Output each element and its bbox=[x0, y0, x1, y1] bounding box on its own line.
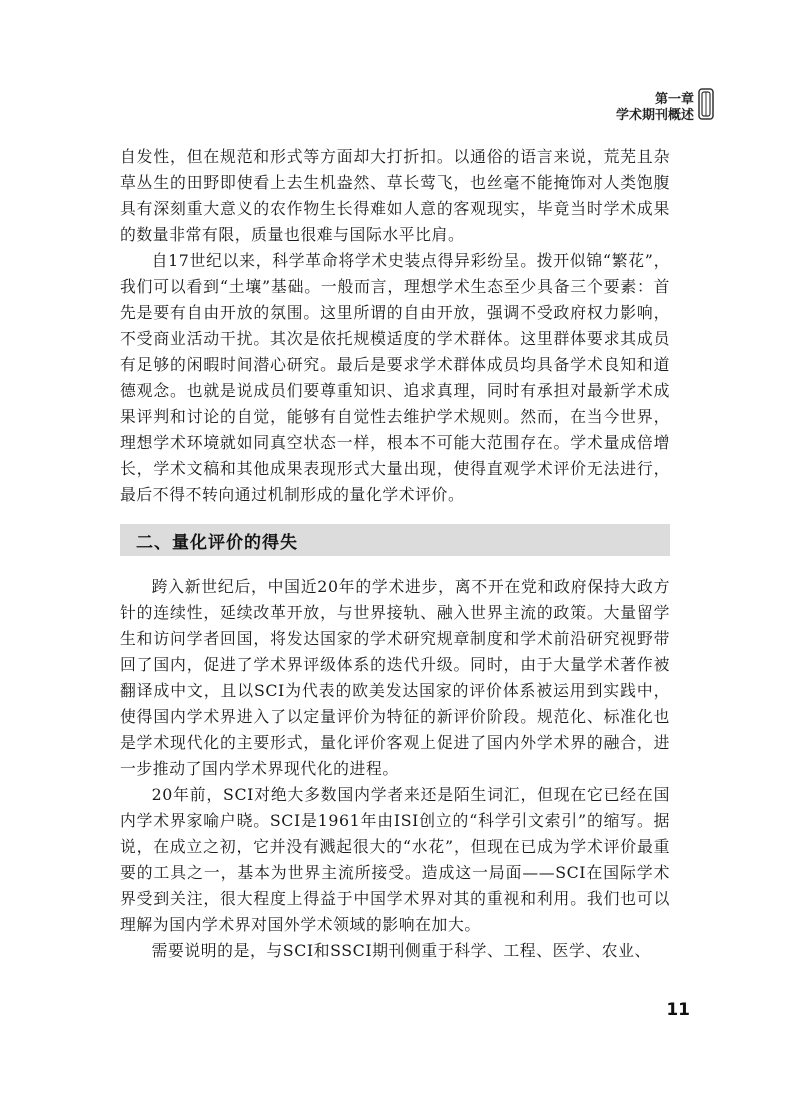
paragraph: 20年前，SCI对绝大多数国内学者来还是陌生词汇，但现在它已经在国内学术界家喻户晓。SCI是1961年由ISI创立的“科学引文索引”的缩写。据说，在成立之初，它并没有溅起很大的“水花”，但现在已成为学术评价最重要的工具之一，基本为世界主流所接受。造成这一局面——SCI在国际学术界受到关注，很大程度上得益于中国学术界对其的重视和利用。我们也可以理解为国内学术界对国外学术领域的影响在加大。 bbox=[120, 785, 670, 934]
section-title: 二、量化评价的得失 bbox=[136, 532, 298, 553]
page-body bbox=[120, 144, 670, 964]
paragraph: 需要说明的是，与SCI和SSCI期刊侧重于科学、工程、医学、农业、 bbox=[151, 941, 651, 960]
section-heading-bar bbox=[120, 524, 670, 556]
running-head bbox=[616, 92, 694, 124]
paragraph: 跨入新世纪后，中国近20年的学术进步，离不开在党和政府保持大政方针的连续性，延续改革开放，与世界接轨、融入世界主流的政策。大量留学生和访问学者回国，将发达国家的学术研究规章制度和学术前沿研究视野带回了国内，促进了学术界评级体系的迭代升级。同时，由于大量学术著作被翻译成中文，且以SCI为代表的欧美发达国家的评价体系被运用到实践中，使得国内学术界进入了以定量评价为特征的新评价阶段。规范化、标准化也是学术现代化的主要形式，量化评价客观上促进了国内外学术界的融合，进一步推动了国内学术界现代化的进程。 bbox=[120, 577, 670, 778]
paragraph: 自17世纪以来，科学革命将学术史装点得异彩纷呈。拨开似锦“繁花”，我们可以看到“土壤”基础。一般而言，理想学术生态至少具备三个要素：首先是要有自由开放的氛围。这里所谓的自由开放，强调不受政府权力影响，不受商业活动干扰。其次是依托规模适度的学术群体。这里群体要求其成员有足够的闲暇时间潜心研究。最后是要求学术群体成员均具备学术良知和道德观念。也就是说成员们要尊重知识、追求真理，同时有承担对最新学术成果评判和讨论的自觉，能够有自觉性去维护学术规则。然而，在当今世界，理想学术环境就如同真空状态一样，根本不可能大范围存在。学术量成倍增长，学术文稿和其他成果表现形式大量出现，使得直观学术评价无法进行，最后不得不转向通过机制形成的量化学术评价。 bbox=[120, 251, 670, 504]
page-number: 11 bbox=[666, 1000, 690, 1020]
paragraph-continued: 自发性，但在规范和形式等方面却大打折扣。以通俗的语言来说，荒芜且杂草丛生的田野即使看上去生机盎然、草长莺飞，也丝毫不能掩饰对人类饱腹具有深刻重大意义的农作物生长得难如人意的客观现实，毕竟当时学术成果的数量非常有限，质量也很难与国际水平比肩。 bbox=[120, 147, 670, 244]
chapter-number: 第一章 bbox=[654, 92, 694, 107]
chapter-title: 学术期刊概述 bbox=[615, 108, 694, 123]
book-icon bbox=[698, 88, 714, 120]
